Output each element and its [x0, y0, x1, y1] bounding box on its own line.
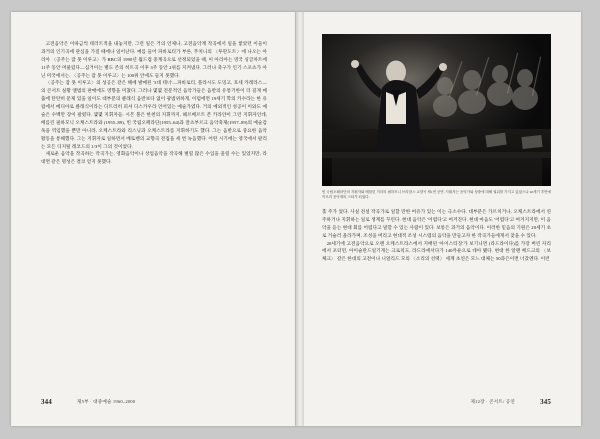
- right-page-footer: [296, 396, 581, 406]
- photo-caption: 빈 국립오페라단의 지휘자와 베를린 거리의 필하모니 브라함스 교향곡 제1번 공연. 지휘자는 음악가와 청중에 대해 권위를 가지고 있었으나 20세기 후반에 이르러 음악계의 스타가 되었다.: [322, 190, 551, 200]
- conductor-orchestra-photo: [322, 34, 551, 186]
- right-page: [296, 12, 581, 426]
- paragraph: 고전음악은 이따금씩 테러트적을 내놓지만, 그런 일은 거의 언제나, 고전음악계 작곡에서 일을 쌓았던 이들이 과거의 인기곡에 관심을 가질 때에나 일어난다. 예를 들어 파바로티가 부른, 푸치니의 〈투란도트〉에 나오는 아리아 〈공주는 잠 못 이루고〉가 BBC의 1990년 월드컵 중계곡으로 선정되었을 때, 이 아리아는 영국 싱글차트에 11주 동안 머물렀다—십거이는 별도 존의 히트곡 이후 3주 동안 2위를 지켜냈다. 그러나 축구가 인기 스포츠가 아닌 미국에서는, 〈공주는 잠 못 이루고〉는 100위 안에도 들지 못했다.: [41, 41, 267, 78]
- photo-figure: [322, 34, 551, 186]
- running-head: 제12장 · 콘서트/ 공연: [470, 399, 515, 404]
- left-page-footer: [11, 396, 295, 406]
- paragraph: 새로운 음악을 작곡하는 작곡가는, 영화음악이나 상업음악을 작곡해 벌릴 많은 수입을 올릴 수는 있었지만, 라대면 같은 명성은 결코 얻지 못했다.: [41, 151, 267, 165]
- left-page: [11, 12, 296, 426]
- left-page-body: [41, 40, 267, 166]
- paragraph: 〈공주는 잠 못 이루고〉의 성공은 같은 해에 발매된 '3대 테너'—파바로티, 플라시도 도밍고, 호세 카레라스—의 콘서트 실황 앨범의 판매에도 영향을 미쳤다. 그러나 몇몇 전문적인 음악가들은 음반의 유통기한이 더 길게 매출에 탄탄히 문제 있을 일이도 대부분의 클래식 음반보다 없이 광범위하게, 이럼에면 19세기 학의 카수라는 한 유럽에서 메디아로 클래식이라는 디트리히 피셔 디스카우라 언어있는 예술가였다. 거의 예외적인 성공이 이와도 예술은 수백만 장이 팔렸다. 몇몇 지휘자들: 시몬 볼은 한천의 지휘까지, 헤르베르트 폰 카라얀이 그런 지휘자인데, 베를린 필하모닉 오케스트라와 (1955–89), 빈 국립오페라단(1955–64)과 잘츠부르크 음악축제(1957–89)의 예술감독을 역임했을 뿐만 아니라, 오케스트라와 리스닝과 오케스트라를 지휘하기도 했다. 그는 음반으로 중요한 음악 활동을 통해했다. 그는 지휘자로 일하면서 베토벤의 교향곡 전집을 세 번 녹음했다. 어떤 시기에는 영국에서 팔리는 모든 디지털 레코드의 1/3이 그의 것이었다.: [41, 80, 267, 149]
- page-number: 345: [540, 398, 551, 406]
- right-page-body: [322, 208, 551, 263]
- running-head: 제5부 · 대중예술 1960–2000: [77, 399, 136, 404]
- paragraph: 20세기에 고전음악으로 오랜 오케스트라스에서 지배된 '아이스티징'가 보기니면 (라드라이다)를 가장 버린 자리에서 포터먼, 아이슬란드일기게는 크로픽도, 라드라에서다가 140까운으로 데아 됐다. 현대 한 알랜 베드크의 〈보체크〉 같은 한대의 고전이나 니얼리드 모의 〈소리의 선택〉 세계 초연은 모느 대체는 50과은이면 너갔멘다. 이런: [322, 240, 551, 262]
- paragraph: 홀 주가 었다. 사실 전설 작곡가로 일할 만한 여유가 있는 이는 극소수다. 대부분은 가르치거나, 오케스트라에서 연주하거나 지휘하는 일로 생계를 꾸린다. 현대 음악은 '어렵다'고 여겨진다. 현대 마음도 '어렵다'고 여겨지지만, 이 음악을 듣는 현대 회를 어렵다고 말할 수 있는 사람이 있다. 보통은 과거의 음악이다. 이러한 믿음의 기원은 20세기 초로 거슬러 올라가며, 조성을 버리고 현대적 조성 시스템의 음악을 만들고자 한 작곡가들에게서 찾을 수 있다.: [322, 209, 551, 238]
- page-number: 344: [41, 398, 52, 406]
